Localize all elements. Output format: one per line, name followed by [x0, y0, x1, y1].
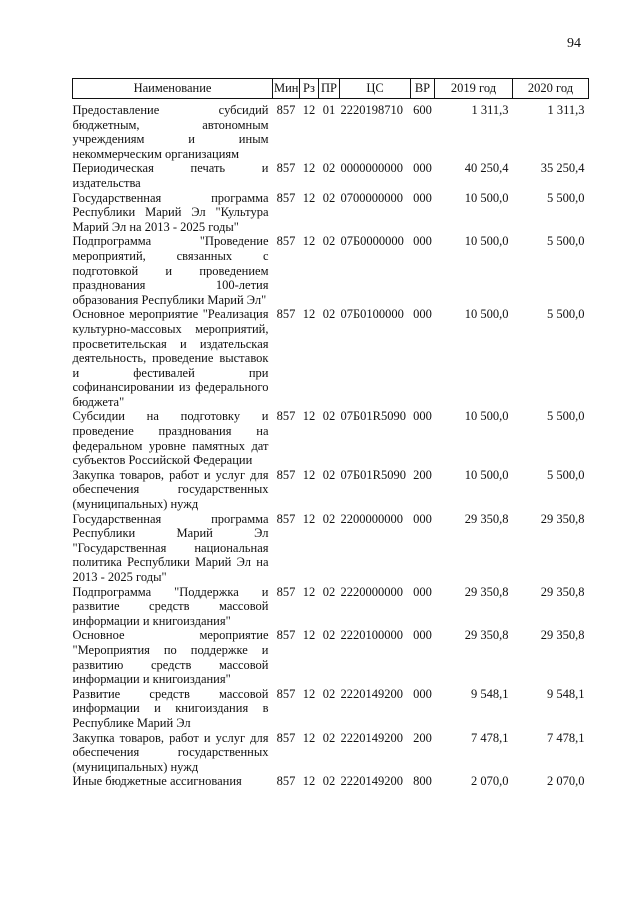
table-row — [73, 687, 589, 731]
row-name: Периодическая печать и издательства — [72, 161, 269, 190]
row-pr: 02 — [322, 409, 336, 424]
row-vr: 000 — [413, 161, 432, 176]
table-row — [73, 628, 589, 686]
row-pr: 02 — [322, 190, 336, 205]
row-pr: 02 — [322, 686, 336, 701]
table-header-row — [73, 79, 589, 99]
table-row — [73, 731, 589, 775]
row-rz: 12 — [302, 467, 316, 482]
row-vr: 000 — [413, 511, 432, 526]
row-pr: 02 — [322, 730, 336, 745]
row-name: Закупка товаров, работ и услуг для обеспечения государственных (муниципальных) нужд — [72, 730, 269, 774]
row-min: 857 — [276, 628, 296, 643]
row-amount-2019: 29 350,8 — [464, 584, 509, 599]
table-row — [73, 774, 589, 789]
row-amount-2019: 2 070,0 — [471, 774, 509, 789]
row-vr: 000 — [413, 628, 432, 643]
row-amount-2020: 2 070,0 — [547, 774, 585, 789]
header-min: Мин — [273, 79, 300, 99]
row-amount-2019: 10 500,0 — [464, 467, 509, 482]
row-cs: 2220149200 — [340, 774, 403, 789]
table-row — [73, 409, 589, 467]
header-rz: Рз — [300, 79, 319, 99]
row-name: Государственная программа Республики Марий Эл "Культура Марий Эл на 2013 - 2025 годы" — [72, 190, 269, 234]
row-amount-2020: 9 548,1 — [547, 686, 585, 701]
row-name: Субсидии на подготовку и проведение празднования на федеральном уровне памятных дат субъектов Российской Федерации — [72, 409, 269, 468]
row-cs: 2220100000 — [340, 628, 403, 643]
table-row — [73, 307, 589, 409]
row-cs: 07Б0100000 — [340, 307, 404, 322]
row-vr: 000 — [413, 307, 432, 322]
row-pr: 02 — [322, 584, 336, 599]
row-cs: 2220149200 — [340, 730, 403, 745]
table-row — [73, 468, 589, 512]
header-2020: 2020 год — [513, 79, 589, 99]
row-vr: 800 — [413, 774, 432, 789]
row-rz: 12 — [302, 161, 316, 176]
row-min: 857 — [276, 161, 296, 176]
row-min: 857 — [276, 234, 296, 249]
row-name: Закупка товаров, работ и услуг для обеспечения государственных (муниципальных) нужд — [72, 467, 269, 512]
row-name: Подпрограмма "Поддержка и развитие средств массовой информации и книгоиздания" — [72, 584, 269, 628]
row-name: Подпрограмма "Проведение мероприятий, связанных с подготовкой и проведением празднования 100-летия образования Республики Марий Эл" — [72, 234, 269, 307]
row-vr: 000 — [413, 686, 432, 701]
row-amount-2019: 9 548,1 — [471, 686, 509, 701]
row-amount-2020: 7 478,1 — [547, 730, 585, 745]
row-pr: 02 — [322, 307, 336, 322]
row-amount-2020: 5 500,0 — [547, 234, 585, 249]
row-min: 857 — [276, 686, 296, 701]
row-amount-2019: 40 250,4 — [464, 161, 509, 176]
row-min: 857 — [276, 511, 296, 526]
row-vr: 000 — [413, 190, 432, 205]
row-name: Основное мероприятие "Реализация культурно-массовых мероприятий, просветительская и издательская деятельность, проведение выставок и фестивалей при софинансировании из федерального бюджета" — [72, 307, 269, 409]
budget-table-container — [72, 78, 588, 789]
table-row — [73, 103, 589, 161]
row-min: 857 — [276, 774, 296, 789]
row-amount-2019: 1 311,3 — [471, 103, 509, 117]
row-pr: 02 — [322, 511, 336, 526]
table-row — [73, 191, 589, 235]
row-vr: 000 — [413, 584, 432, 599]
row-amount-2020: 1 311,3 — [547, 103, 585, 117]
budget-table — [72, 78, 589, 789]
row-cs: 2220198710 — [340, 103, 403, 117]
row-amount-2019: 7 478,1 — [471, 730, 509, 745]
row-vr: 000 — [413, 234, 432, 249]
row-vr: 000 — [413, 409, 432, 424]
row-pr: 02 — [322, 774, 336, 789]
row-rz: 12 — [302, 190, 316, 205]
row-pr: 02 — [322, 467, 336, 482]
row-amount-2020: 5 500,0 — [547, 467, 585, 482]
row-cs: 07Б01R5090 — [340, 409, 407, 424]
row-rz: 12 — [302, 730, 316, 745]
row-vr: 600 — [413, 103, 432, 117]
row-amount-2020: 5 500,0 — [547, 307, 585, 322]
row-rz: 12 — [302, 686, 316, 701]
row-rz: 12 — [302, 307, 316, 322]
row-min: 857 — [276, 190, 296, 205]
table-row — [73, 512, 589, 585]
row-min: 857 — [276, 103, 296, 117]
row-cs: 07Б01R5090 — [340, 467, 407, 482]
row-amount-2019: 10 500,0 — [464, 307, 509, 322]
page-number: 94 — [567, 36, 581, 51]
table-row — [73, 234, 589, 307]
row-amount-2019: 29 350,8 — [464, 511, 509, 526]
row-cs: 07Б0000000 — [340, 234, 404, 249]
row-rz: 12 — [302, 774, 316, 789]
row-min: 857 — [276, 467, 296, 482]
row-amount-2019: 10 500,0 — [464, 409, 509, 424]
row-amount-2019: 10 500,0 — [464, 190, 509, 205]
row-amount-2019: 10 500,0 — [464, 234, 509, 249]
row-rz: 12 — [302, 409, 316, 424]
row-amount-2020: 29 350,8 — [540, 511, 585, 526]
table-row — [73, 161, 589, 190]
row-name: Развитие средств массовой информации и книгоиздания в Республике Марий Эл — [72, 686, 269, 730]
row-vr: 200 — [413, 467, 432, 482]
row-min: 857 — [276, 409, 296, 424]
header-name: Наименование — [73, 79, 273, 99]
row-vr: 200 — [413, 730, 432, 745]
row-name: Иные бюджетные ассигнования — [72, 774, 242, 789]
row-cs: 2220000000 — [340, 584, 403, 599]
row-pr: 02 — [322, 234, 336, 249]
row-min: 857 — [276, 730, 296, 745]
header-cs: ЦС — [340, 79, 411, 99]
row-rz: 12 — [302, 628, 316, 643]
row-pr: 01 — [322, 103, 336, 117]
row-amount-2020: 35 250,4 — [540, 161, 585, 176]
row-rz: 12 — [302, 584, 316, 599]
row-amount-2020: 29 350,8 — [540, 584, 585, 599]
row-cs: 2200000000 — [340, 511, 403, 526]
row-rz: 12 — [302, 103, 316, 117]
row-amount-2020: 5 500,0 — [547, 190, 585, 205]
row-amount-2019: 29 350,8 — [464, 628, 509, 643]
header-pr: ПР — [319, 79, 340, 99]
table-row — [73, 585, 589, 629]
row-cs: 0000000000 — [340, 161, 403, 176]
row-min: 857 — [276, 307, 296, 322]
row-pr: 02 — [322, 628, 336, 643]
row-rz: 12 — [302, 511, 316, 526]
row-name: Основное мероприятие "Мероприятия по поддержке и развитию средств массовой информации и книгоиздания" — [72, 628, 269, 687]
row-name: Государственная программа Республики Марий Эл "Государственная национальная политика Республики Марий Эл на 2013 - 2025 годы" — [72, 511, 269, 584]
row-min: 857 — [276, 584, 296, 599]
row-pr: 02 — [322, 161, 336, 176]
row-name: Предоставление субсидий бюджетным, автономным учреждениям и иным некоммерческим организациям — [72, 103, 269, 161]
header-2019: 2019 год — [435, 79, 513, 99]
row-cs: 2220149200 — [340, 686, 403, 701]
row-cs: 0700000000 — [340, 190, 403, 205]
header-vr: ВР — [411, 79, 435, 99]
table-body — [73, 103, 589, 789]
row-amount-2020: 29 350,8 — [540, 628, 585, 643]
row-amount-2020: 5 500,0 — [547, 409, 585, 424]
row-rz: 12 — [302, 234, 316, 249]
